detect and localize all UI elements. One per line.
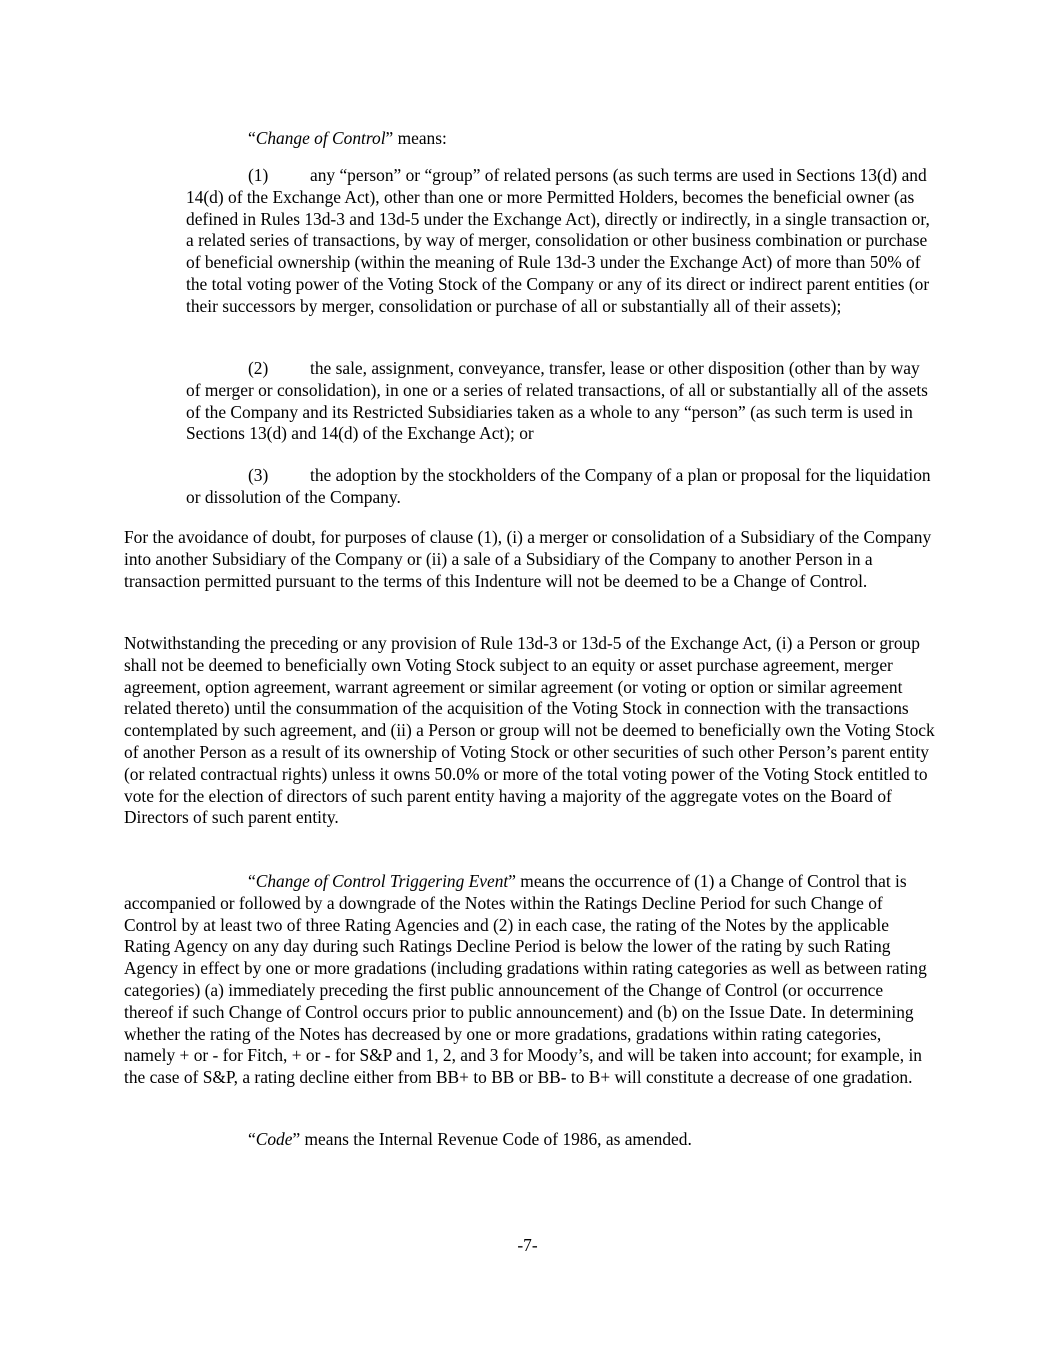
clause-number: (3) <box>248 465 269 485</box>
definition-change-of-control-triggering-event: “Change of Control Triggering Event” means the occurrence of (1) a Change of Control that is accompanied or followed by a downgrade of the Notes within the Ratings Decline Period for such Change of Control by at least two of three Rating Agencies and (2) in each case, the rating of the Notes by the applicable Rating Agency on any day during such Ratings Decline Period is below the lower of the rating by such Rating Agency in effect by one or more gradations (including gradations within rating categories as well as between rating categories) (a) immediately preceding the first public announcement of the Change of Control (or occurrence thereof if such Change of Control occurs prior to public announcement) and (b) on the Issue Date. In determining whether the rating of the Notes has decreased by one or more gradations, gradations within rating categories, namely + or - for Fitch, + or - for S&P and 1, 2, and 3 for Moody’s, and will be taken into account; for example, in the case of S&P, a rating decline either from BB+ to BB or BB- to B+ will constitute a decrease of one gradation. <box>124 871 927 1088</box>
page-number: -7- <box>517 1235 538 1255</box>
clause-text: the adoption by the stockholders of the Company of a plan or proposal for the liquidation or dissolution of the Company. <box>186 465 931 507</box>
defined-term: Change of Control Triggering Event <box>255 871 509 891</box>
avoidance-of-doubt-paragraph: For the avoidance of doubt, for purposes of clause (1), (i) a merger or consolidation of a Subsidiary of the Company into another Subsidiary of the Company or (ii) a sale of a Subsidiary of the Company to another Person in a transaction permitted pursuant to the terms of this Indenture will not be deemed to be a Change of Control. <box>124 527 932 591</box>
defined-term: Code <box>255 1129 293 1149</box>
clause-number: (1) <box>248 165 269 185</box>
clause-2 <box>186 358 936 445</box>
clause-3 <box>186 465 936 509</box>
defined-term: Change of Control <box>255 128 386 148</box>
clause-number: (2) <box>248 358 269 378</box>
clause-text: the sale, assignment, conveyance, transfer, lease or other disposition (other than by way of merger or consolidation), in one or a series of related transactions, of all or substantially all of the assets of the Company and its Restricted Subsidiaries taken as a whole to any “person” (as such term is used in Sections 13(d) and 14(d) of the Exchange Act); or <box>186 358 928 444</box>
notwithstanding-paragraph: Notwithstanding the preceding or any provision of Rule 13d-3 or 13d-5 of the Exchange Act, (i) a Person or group shall not be deemed to beneficially own Voting Stock subject to an equity or asset purchase agreement, merger agreement, option agreement, warrant agreement or similar agreement (or voting or option or similar agreement related thereto) until the consummation of the acquisition of the Voting Stock in connection with the transactions contemplated by such agreement, and (ii) a Person or group will not be deemed to beneficially own the Voting Stock of another Person as a result of its ownership of Voting Stock or other securities of such other Person’s parent entity (or related contractual rights) unless it owns 50.0% or more of the total voting power of the Voting Stock entitled to vote for the election of directors of such parent entity having a majority of the aggregate votes on the Board of Directors of such parent entity. <box>124 633 935 828</box>
definition-code: “Code” means the Internal Revenue Code of 1986, as amended. <box>248 1129 692 1149</box>
clause-text: any “person” or “group” of related persons (as such terms are used in Sections 13(d) and 14(d) of the Exchange Act), other than one or more Permitted Holders, becomes the beneficial owner (as defined in Rules 13d-3 and 13d-5 under the Exchange Act), directly or indirectly, in a single transaction or, a related series of transactions, by way of merger, consolidation or other business combination or purchase of beneficial ownership (within the meaning of Rule 13d-3 under the Exchange Act) of more than 50% of the total voting power of the Voting Stock of the Company or any of its direct or indirect parent entities (or their successors by merger, consolidation or purchase of all or substantially all of their assets); <box>186 165 930 316</box>
clause-1 <box>186 165 936 318</box>
definition-change-of-control: “Change of Control” means: <box>248 128 447 148</box>
